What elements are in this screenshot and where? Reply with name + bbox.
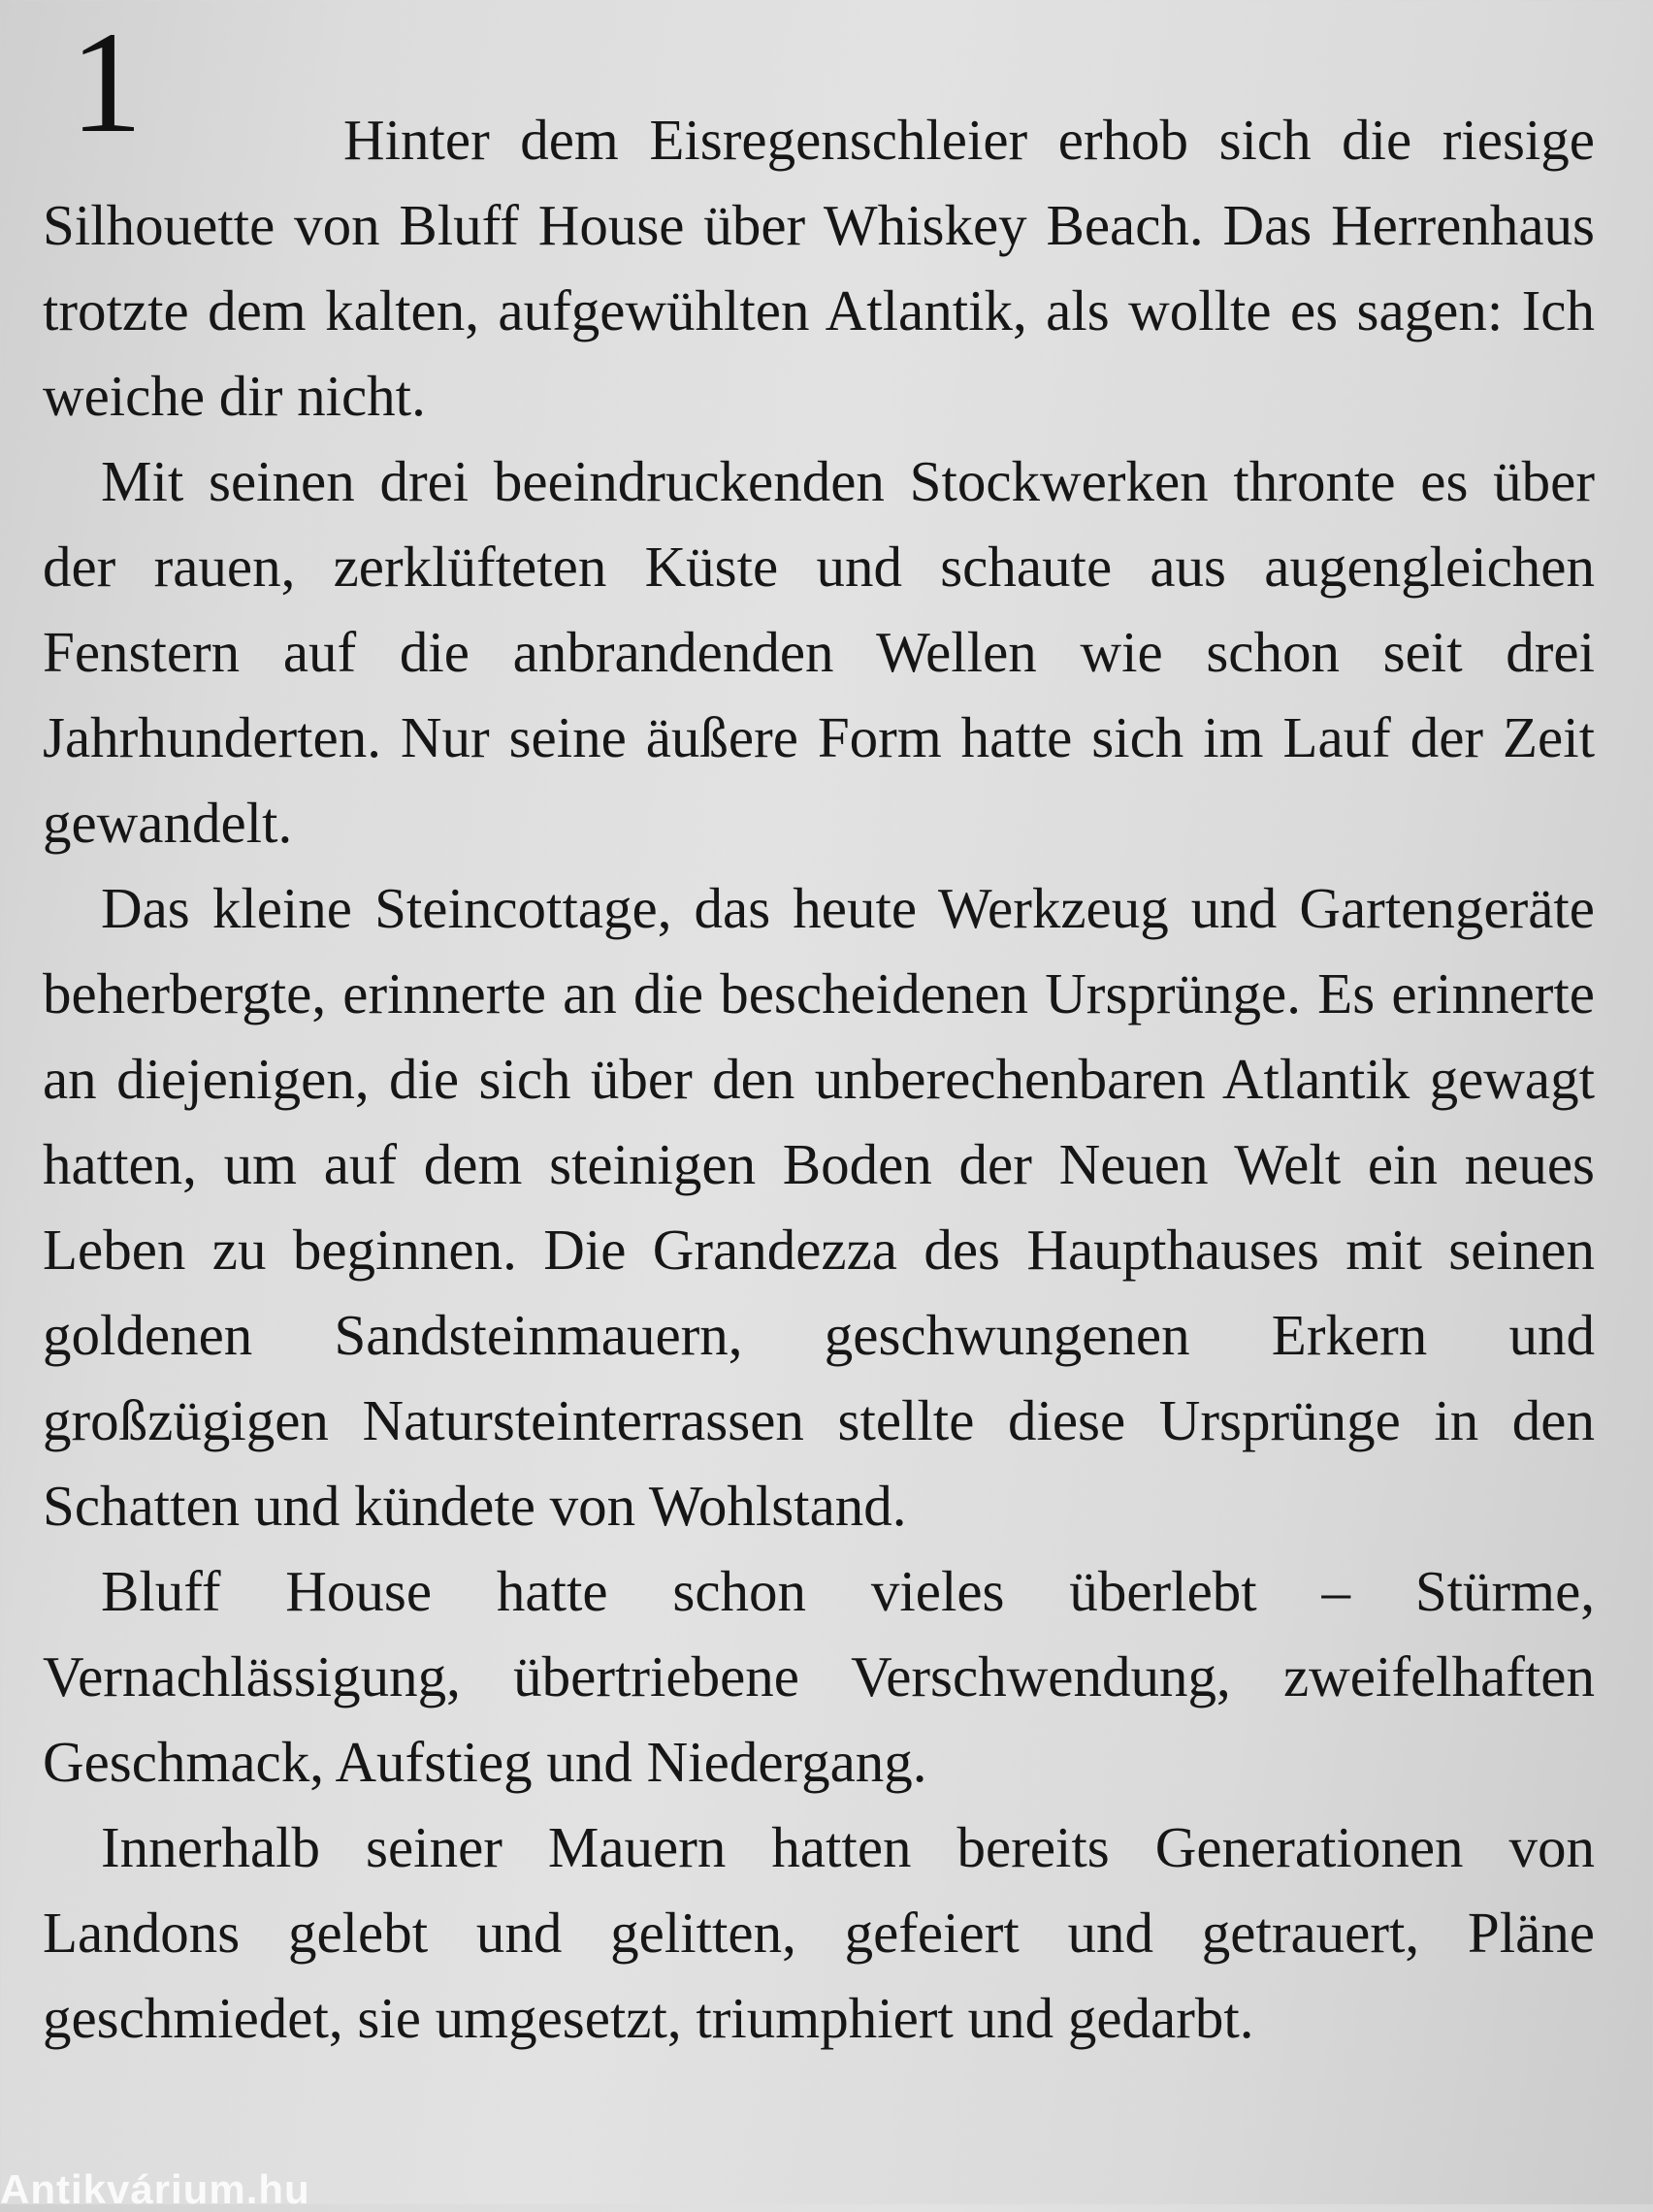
- paragraph-2: Mit seinen drei beeindruckenden Stockwerken thronte es über der rauen, zerklüfteten Küste und schaute aus augengleichen Fenstern auf die anbrandenden Wellen wie schon seit drei Jahrhunderten. Nur seine äußere Form hatte sich im Lauf der Zeit gewandelt.: [43, 449, 1595, 855]
- watermark: Antikvárium.hu: [0, 2166, 310, 2212]
- paragraph-4: Bluff House hatte schon vieles überlebt – Stürme, Vernachlässigung, übertriebene Verschwendung, zweifelhaften Geschmack, Aufstieg und Niedergang.: [43, 1559, 1595, 1794]
- paragraph-3: Das kleine Steincottage, das heute Werkzeug und Gartengeräte beherbergte, erinnerte an die bescheidenen Ursprünge. Es erinnerte an diejenigen, die sich über den unberechenbaren Atlantik gewagt hatten, um auf dem steinigen Boden der Neuen Welt ein neues Leben zu beginnen. Die Grandezza des Haupthauses mit seinen goldenen Sandsteinmauern, geschwungenen Erkern und großzügigen Natursteinterrassen stellte diese Ursprünge in den Schatten und kündete von Wohlstand.: [43, 876, 1595, 1538]
- paragraph-5: Innerhalb seiner Mauern hatten bereits Generationen von Landons gelebt und gelitten, gefeiert und getrauert, Pläne geschmiedet, sie umgesetzt, triumphiert und gedarbt.: [43, 1815, 1595, 2050]
- paragraph-1: Hinter dem Eisregenschleier erhob sich die riesige Silhouette von Bluff House über Whiskey Beach. Das Herrenhaus trotzte dem kalten, aufgewühlten Atlantik, als wollte es sagen: Ich weiche dir nicht.: [43, 108, 1595, 428]
- chapter-text: [43, 97, 1595, 2061]
- chapter-number: 1: [70, 2, 143, 163]
